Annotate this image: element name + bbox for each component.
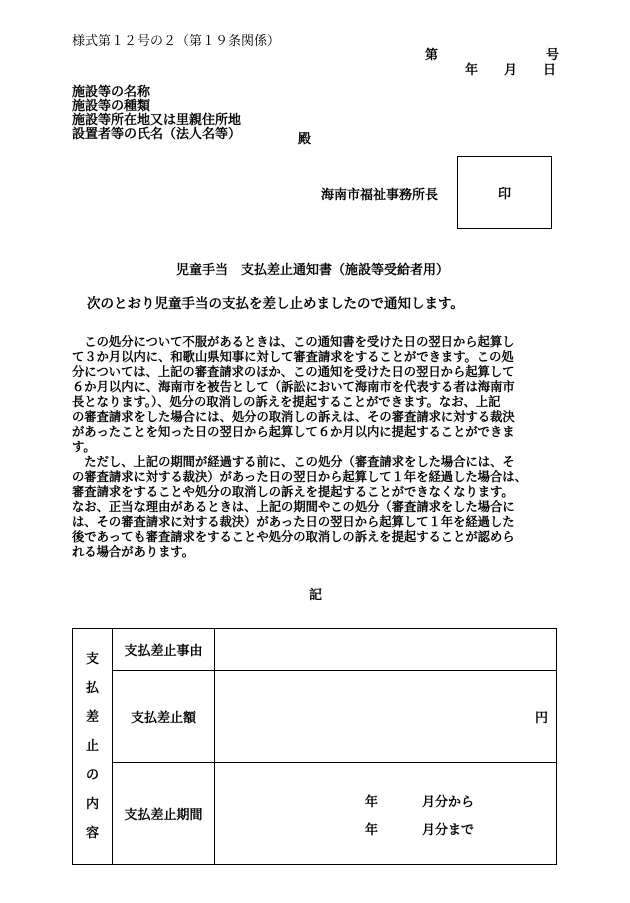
amount-label: 支払差止額 — [113, 671, 215, 763]
notice-line: の審査請求に対する裁決）があった日の翌日から起算して１年を経過した場合は、 — [72, 469, 527, 484]
seal-label: 印 — [497, 187, 511, 202]
notice-line: 長となります。）、処分の取消しの訴えを提起することができます。なお、上記 — [72, 394, 501, 409]
notice-line: 分については、上記の審査請求のほか、この通知を受けた日の翌日から起算して — [72, 364, 515, 379]
period-to-year: 年 — [365, 823, 379, 838]
period-to-month: 月分まで — [422, 823, 475, 838]
lead-sentence: 次のとおり児童手当の支払を差し止めましたので通知します。 — [87, 296, 464, 312]
recipient-address-label: 施設等所在地又は里親住所地 — [72, 113, 242, 128]
notice-line: があったことを知った日の翌日から起算して６か月以内に提起することができま — [72, 424, 515, 439]
group-label-char: 支 — [85, 652, 99, 667]
recipient-operator-label: 設置者等の氏名（法人名等） — [72, 127, 242, 142]
date-year: 年 — [465, 63, 479, 78]
recipient-facility-type-label: 施設等の種類 — [72, 99, 151, 114]
issuer-name: 海南市福祉事務所長 — [321, 188, 439, 203]
notice-line: は、その審査請求に対する裁決）があった日の翌日から起算して１年を経過した — [72, 514, 515, 529]
notice-line: ただし、上記の期間が経過する前に、この処分（審査請求をした場合には、そ — [72, 454, 515, 469]
honorific: 殿 — [298, 132, 312, 147]
document-title: 児童手当 支払差止通知書（施設等受給者用） — [176, 263, 450, 278]
notice-line: この処分について不服があるときは、この通知書を受けた日の翌日から起算し — [72, 334, 515, 349]
period-value — [215, 763, 557, 865]
group-label-char: 止 — [85, 739, 99, 754]
period-from-year: 年 — [365, 795, 379, 810]
group-label-char: 容 — [85, 826, 99, 841]
notice-line: 審査請求をすることや処分の取消しの訴えを提起することができなくなります。 — [72, 484, 514, 499]
doc-number-suffix: 号 — [546, 48, 560, 63]
suspension-detail-table — [72, 628, 557, 865]
group-label-char: 払 — [85, 681, 99, 696]
reason-value — [215, 629, 557, 671]
issue-date — [465, 59, 556, 78]
notice-line: す。 — [72, 439, 96, 454]
notice-line: ６か月以内に、海南市を被告として（訴訟において海南市を代表する者は海南市 — [72, 379, 515, 394]
period-to — [365, 819, 474, 838]
notice-line: の審査請求をした場合には、処分の取消しの訴えは、その審査請求に対する裁決 — [72, 409, 515, 424]
period-from — [365, 791, 474, 810]
group-label-char: 内 — [85, 797, 99, 812]
notice-line: て３か月以内に、和歌山県知事に対して審査請求をすることができます。この処 — [72, 349, 514, 364]
notice-line: れる場合があります。 — [72, 544, 194, 559]
group-label-char: 差 — [85, 710, 99, 725]
form-number: 様式第１２号の２（第１９条関係） — [72, 34, 281, 49]
date-day: 日 — [543, 63, 557, 78]
group-label-char: の — [85, 768, 99, 783]
amount-unit: 円 — [215, 671, 557, 763]
period-label: 支払差止期間 — [113, 763, 215, 865]
recipient-block — [72, 86, 241, 142]
appeal-notice — [72, 334, 562, 559]
date-month: 月 — [504, 63, 518, 78]
notice-line: なお、正当な理由があるときは、上記の期間やこの処分（審査請求をした場合に — [72, 499, 515, 514]
period-from-month: 月分から — [422, 795, 475, 810]
ki-heading: 記 — [309, 588, 323, 603]
reason-label: 支払差止事由 — [113, 629, 215, 671]
group-label-cell — [73, 629, 113, 865]
seal-box — [457, 156, 552, 229]
notice-line: 後であっても審査請求をすることや処分の取消しの訴えを提起することが認めら — [72, 529, 515, 544]
recipient-facility-name-label: 施設等の名称 — [72, 85, 151, 100]
doc-number-prefix: 第 — [425, 48, 439, 63]
